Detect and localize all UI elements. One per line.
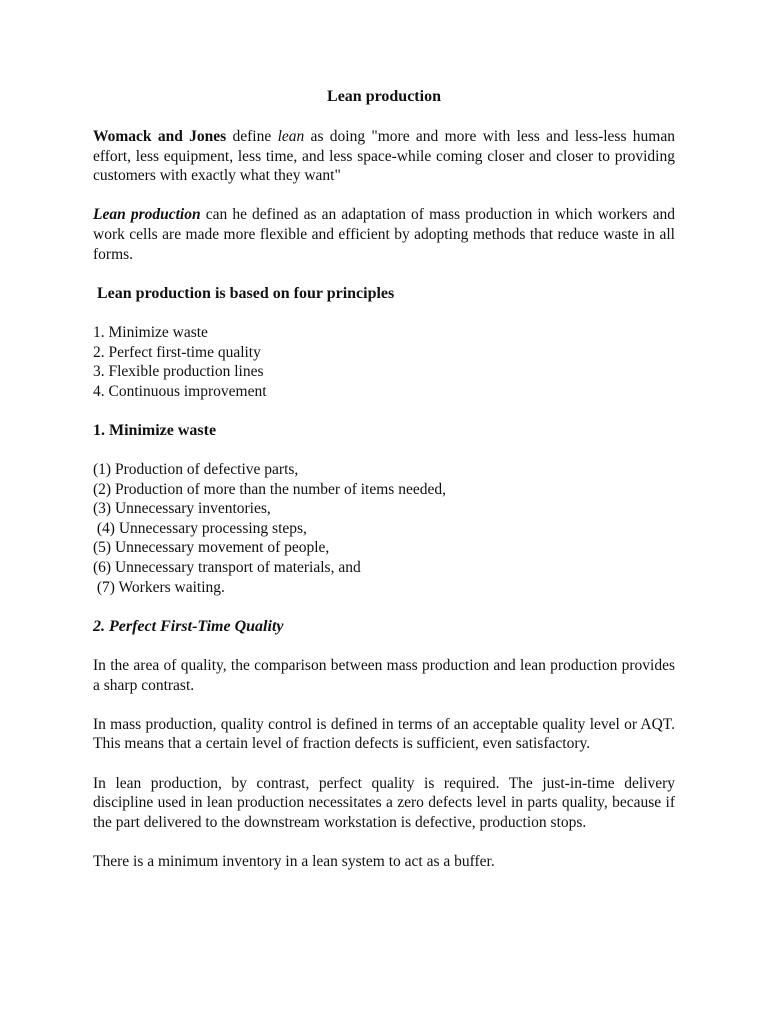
body-paragraph: There is a minimum inventory in a lean system to act as a buffer.	[93, 852, 495, 870]
definition-paragraph	[93, 205, 675, 264]
wastes-list	[93, 460, 675, 597]
intro-text-2: as doing "more and more with less and less-less human effort, less equipment, less time, and less space-while coming closer and closer to providing customers with exactly what they want"	[93, 128, 675, 185]
list-item: 2. Perfect first-time quality	[93, 343, 261, 361]
section-heading-perfect-quality: 2. Perfect First-Time Quality	[93, 617, 284, 635]
principles-heading: Lean production is based on four principles	[97, 284, 395, 302]
page-title: Lean production	[327, 88, 441, 105]
list-item: (7) Workers waiting.	[93, 578, 225, 596]
intro-text-1: define	[226, 128, 278, 145]
authors-name: Womack and Jones	[93, 128, 227, 145]
list-item: (6) Unnecessary transport of materials, and	[93, 559, 361, 577]
list-item: 3. Flexible production lines	[93, 363, 264, 381]
list-item: 1. Minimize waste	[93, 323, 208, 341]
list-item: (4) Unnecessary processing steps,	[93, 519, 307, 537]
body-paragraph: In mass production, quality control is defined in terms of an acceptable quality level or AQT. This means that a certain level of fraction defects is sufficient, even satisfactory.	[93, 715, 675, 753]
intro-paragraph	[93, 127, 675, 186]
document-page	[93, 87, 675, 891]
list-item: (2) Production of more than the number of items needed,	[93, 480, 446, 498]
definition-term: Lean production	[93, 206, 201, 224]
list-item: (5) Unnecessary movement of people,	[93, 539, 330, 557]
definition-text: can he defined as an adaptation of mass production in which workers and work cells are made more flexible and efficient by adopting methods that reduce waste in all forms.	[93, 206, 675, 263]
body-paragraph: In lean production, by contrast, perfect quality is required. The just-in-time delivery discipline used in lean production necessitates a zero defects level in parts quality, because if the part delivered to the downstream workstation is defective, production stops.	[93, 774, 675, 831]
section-heading-minimize-waste: 1. Minimize waste	[93, 421, 217, 439]
list-item: (3) Unnecessary inventories,	[93, 500, 271, 518]
principles-list	[93, 323, 675, 401]
list-item: 4. Continuous improvement	[93, 382, 267, 400]
lean-term: lean	[277, 128, 305, 145]
body-paragraph: In the area of quality, the comparison between mass production and lean production provides a sharp contrast.	[93, 657, 675, 694]
list-item: (1) Production of defective parts,	[93, 461, 299, 479]
